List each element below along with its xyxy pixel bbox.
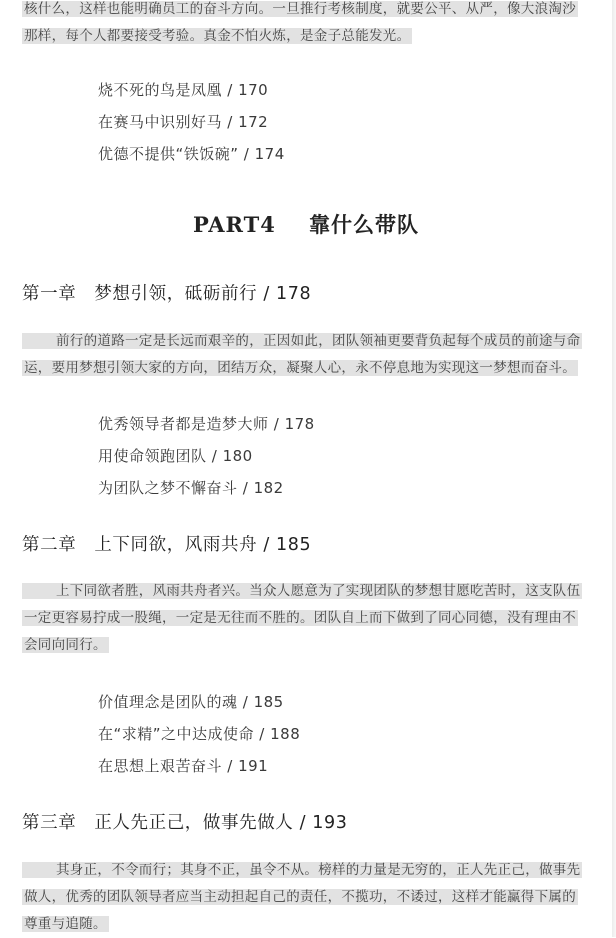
toc-item[interactable]: 烧不死的鸟是凤凰 / 170: [98, 81, 269, 99]
toc-item[interactable]: 优德不提供“铁饭碗” / 174: [98, 145, 285, 163]
intro-paragraph: [22, 0, 588, 50]
paragraph-line: 尊重与追随。: [24, 916, 107, 932]
chapter-summary: [22, 328, 588, 382]
toc-item[interactable]: 在“求精”之中达成使命 / 188: [98, 725, 301, 743]
toc-item[interactable]: 在思想上艰苦奋斗 / 191: [98, 757, 269, 775]
toc-item[interactable]: 为团队之梦不懈奋斗 / 182: [98, 479, 284, 497]
paragraph-line: 会同向同行。: [24, 637, 107, 653]
chapter-number: 第三章: [22, 813, 77, 833]
page-edge: [612, 0, 616, 937]
toc-item[interactable]: 用使命领跑团队 / 180: [98, 447, 253, 465]
chapter-heading[interactable]: [22, 531, 311, 556]
toc-item[interactable]: 价值理念是团队的魂 / 185: [98, 693, 284, 711]
paragraph-line: 上下同欲者胜，风雨共舟者兴。当众人愿意为了实现团队的梦想甘愿吃苦时，这支队伍: [22, 583, 582, 599]
chapter-heading[interactable]: [22, 280, 311, 305]
paragraph-line: 一定更容易拧成一股绳，一定是无往而不胜的。团队自上而下做到了同心同德，没有理由不: [24, 610, 576, 626]
paragraph-line: 运，要用梦想引领大家的方向，团结万众，凝聚人心，永不停息地为实现这一梦想而奋斗。: [24, 360, 576, 376]
chapter-number: 第二章: [22, 535, 77, 555]
chapter-title: 正人先正己，做事先做人 / 193: [94, 813, 348, 833]
toc-item[interactable]: 优秀领导者都是造梦大师 / 178: [98, 415, 315, 433]
chapter-title: 梦想引领，砥砺前行 / 178: [94, 284, 312, 304]
chapter-number: 第一章: [22, 284, 77, 304]
toc-item[interactable]: 在赛马中识别好马 / 172: [98, 113, 269, 131]
paragraph-line: 前行的道路一定是长远而艰辛的，正因如此，团队领袖更要背负起每个成员的前途与命: [22, 333, 582, 349]
chapter-heading[interactable]: [22, 809, 347, 834]
part-title: PART4 靠什么带队: [192, 212, 420, 237]
paragraph-line: 核什么，这样也能明确员工的奋斗方向。一旦推行考核制度，就要公平、从严，像大浪淘沙: [24, 1, 576, 17]
paragraph-line: 做人，优秀的团队领导者应当主动担起自己的责任，不揽功，不诿过，这样才能赢得下属的: [24, 889, 576, 905]
paragraph-line: 那样，每个人都要接受考验。真金不怕火炼，是金子总能发光。: [24, 28, 411, 44]
paragraph-line: 其身正，不令而行；其身不正，虽令不从。榜样的力量是无穷的，正人先正己，做事先: [22, 862, 582, 878]
chapter-summary: [22, 578, 588, 659]
chapter-title: 上下同欲，风雨共舟 / 185: [94, 535, 312, 555]
chapter-summary: [22, 857, 588, 938]
